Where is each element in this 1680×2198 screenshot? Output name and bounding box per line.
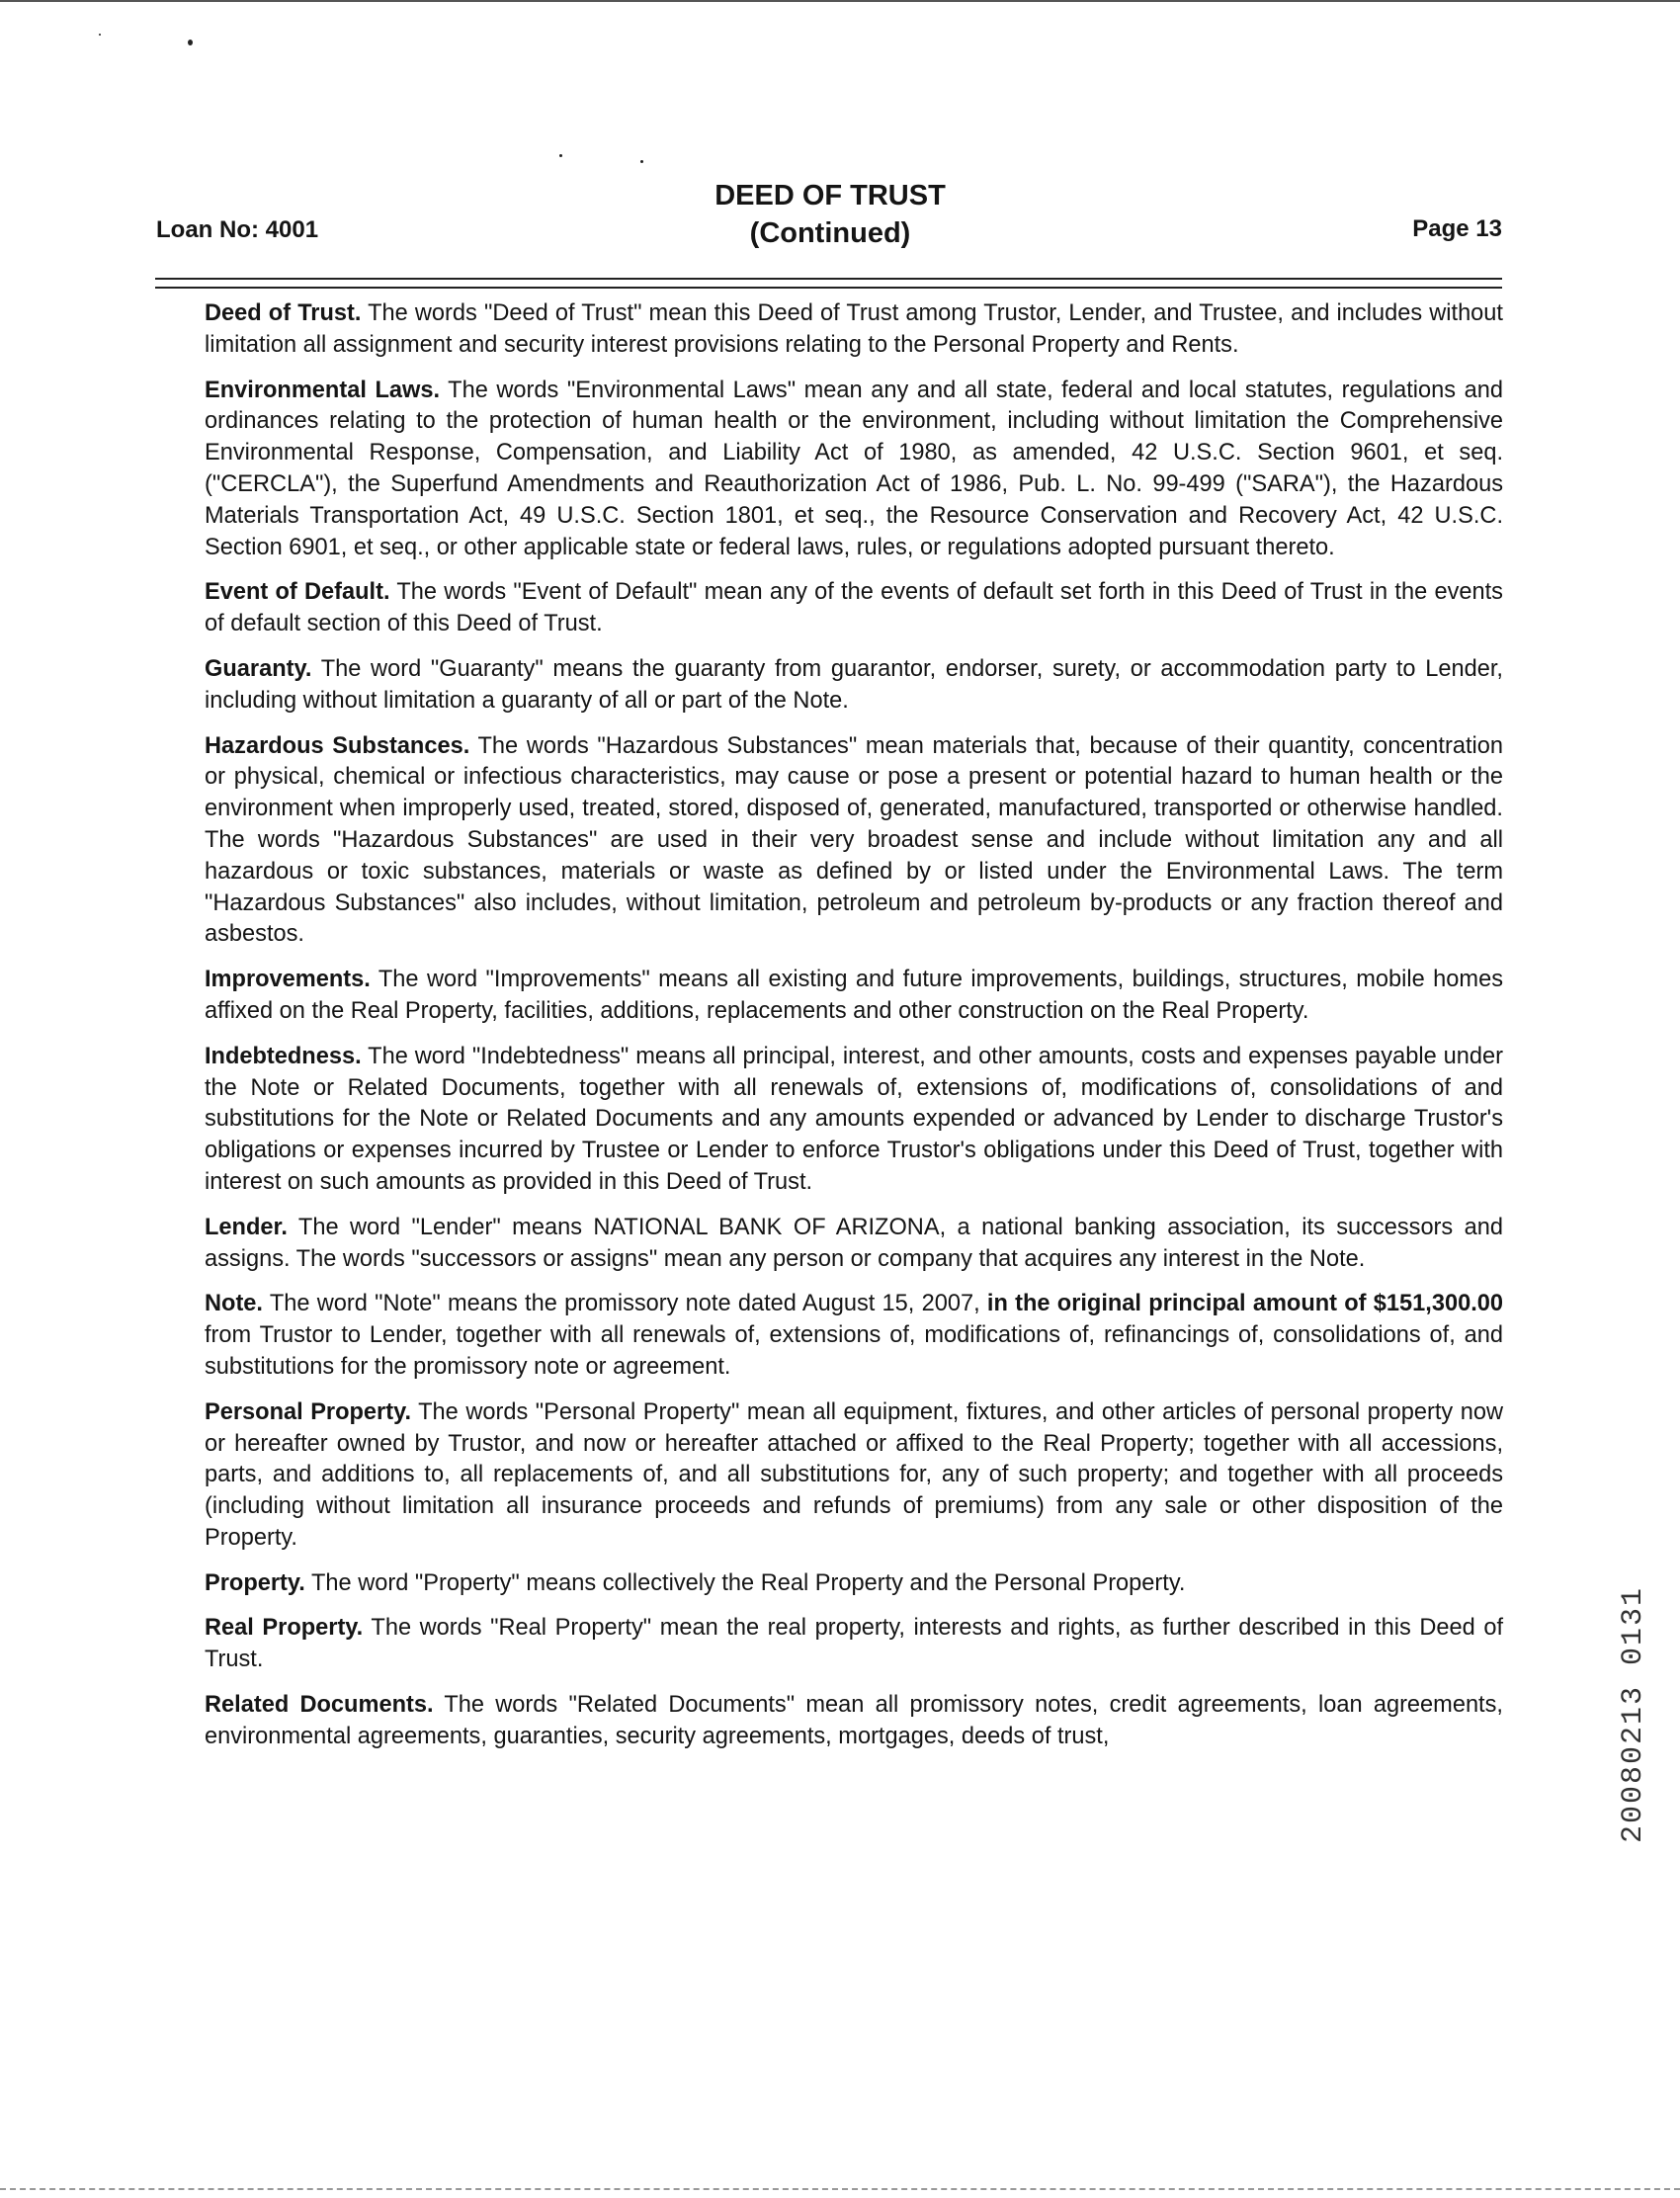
definitions-section [205,298,1503,1767]
document-subtitle: (Continued) [749,217,911,249]
definition-paragraph [205,1213,1503,1276]
definition-term: Note. [205,1291,263,1317]
definition-paragraph [205,577,1503,640]
definition-paragraph [205,654,1503,718]
definition-paragraph [205,1613,1503,1676]
loan-number: Loan No: 4001 [156,216,319,243]
definition-term: Improvements. [205,967,371,993]
definition-paragraph [205,1397,1503,1555]
page-top-edge [0,0,1680,2]
definition-term: Real Property. [205,1615,364,1642]
definition-text: The words "Related Documents" mean all promissory notes, credit agreements, loan agreements, environmental agreements, guaranties, security agreements, mortgages, deeds of trust, [205,1692,1503,1749]
definition-term: Environmental Laws. [205,377,441,403]
definition-paragraph [205,1042,1503,1199]
principal-amount-clause: in the original principal amount of $151,300.00 [986,1291,1503,1317]
definition-term: Deed of Trust. [205,300,362,326]
definition-text: The word "Note" means the promissory note dated August 15, 2007, [269,1291,980,1317]
header-divider [155,287,1502,289]
scan-speck [99,34,101,36]
definition-text: The words "Hazardous Substances" mean materials that, because of their quantity, concentration or physical, chemical or infectious characteristics, may cause or pose a present or potential hazard to human health or the environment when improperly used, treated, stored, disposed of, generated, manufactured, transported or otherwise handled. The words "Hazardous Substances" are used in their very broadest sense and include without limitation any and all hazardous or toxic substances, materials or waste as defined by or listed under the Environmental Laws. The term "Hazardous Substances" also includes, without limitation, petroleum and petroleum by-products or any fraction thereof and asbestos. [205,732,1503,948]
definition-paragraph [205,1690,1503,1753]
definition-paragraph [205,965,1503,1028]
definition-text: The word "Indebtedness" means all principal, interest, and other amounts, costs and expenses payable under the Note or Related Documents, together with all renewals of, extensions of, modifications of, consolidations of and substitutions for the Note or Related Documents and any amounts expended or advanced by Lender to discharge Trustor's obligations or expenses incurred by Trustee or Lender to enforce Trustor's obligations under this Deed of Trust, together with interest on such amounts as provided in this Deed of Trust. [205,1043,1503,1195]
scan-speck [188,40,193,45]
definition-text: The word "Improvements" means all existing and future improvements, buildings, structures, mobile homes affixed on the Real Property, facilities, additions, replacements and other construction on the Real Property. [205,967,1503,1024]
definition-text: The word "Lender" means NATIONAL BANK OF ARIZONA, a national banking association, its successors and assigns. The words "successors or assigns" mean any person or company that acquires any interest in the Note. [205,1214,1503,1272]
definition-paragraph [205,731,1503,952]
page-bottom-edge [0,2188,1680,2190]
definition-text: The words "Deed of Trust" mean this Deed of Trust among Trustor, Lender, and Trustee, and includes without limitation all assignment and security interest provisions relating to the Personal Property and Rents. [205,300,1503,358]
definition-term: Lender. [205,1214,288,1240]
definition-text: The words "Personal Property" mean all equipment, fixtures, and other articles of personal property now or hereafter owned by Trustor, and now or hereafter attached or affixed to the Real Property; together with all accessions, parts, and additions to, all replacements of, and all substitutions for, any of such property; and together with all proceeds (including without limitation all insurance proceeds and refunds of premiums) from any sale or other disposition of the Property. [205,1398,1503,1551]
definition-term: Hazardous Substances. [205,732,470,759]
definition-term: Indebtedness. [205,1043,362,1069]
definition-paragraph [205,1568,1503,1600]
page-number: Page 13 [1412,215,1502,242]
definition-term: Guaranty. [205,655,312,682]
definition-term: Property. [205,1569,305,1596]
definition-text: The word "Guaranty" means the guaranty from guarantor, endorser, surety, or accommodation party to Lender, including without limitation a guaranty of all or part of the Note. [205,655,1503,714]
definition-text: The words "Real Property" mean the real property, interests and rights, as further described in this Deed of Trust. [205,1615,1503,1673]
definition-term: Related Documents. [205,1692,434,1719]
definition-term: Personal Property. [205,1398,412,1425]
recording-number-stamp: 20080213 0131 [1617,1586,1650,1844]
definition-text: from Trustor to Lender, together with all renewals of, extensions of, modifications of, refinancings of, consolidations of, and substitutions for the promissory note or agreement. [205,1322,1503,1380]
definition-text: The words "Environmental Laws" mean any and all state, federal and local statutes, regulations and ordinances relating to the protection of human health or the environment, including without limitation the Comprehensive Environmental Response, Compensation, and Liability Act of 1980, as amended, 42 U.S.C. Section 9601, et seq. ("CERCLA"), the Superfund Amendments and Reauthorization Act of 1986, Pub. L. No. 99-499 ("SARA"), the Hazardous Materials Transportation Act, 49 U.S.C. Section 1801, et seq., the Resource Conservation and Recovery Act, 42 U.S.C. Section 6901, et seq., or other applicable state or federal laws, rules, or regulations adopted pursuant thereto. [205,377,1503,560]
definition-paragraph [205,1289,1503,1383]
header-divider [155,278,1502,280]
definition-text: The word "Property" means collectively the Real Property and the Personal Property. [310,1569,1186,1596]
definition-paragraph [205,298,1503,362]
definition-term: Event of Default. [205,579,390,606]
document-title: DEED OF TRUST [714,180,946,211]
scan-speck [559,154,562,157]
definition-paragraph [205,376,1503,564]
scan-speck [640,160,643,163]
document-title-block [593,177,1067,252]
definition-text: The words "Event of Default" mean any of the events of default set forth in this Deed of Trust in the events of default section of this Deed of Trust. [205,579,1503,637]
